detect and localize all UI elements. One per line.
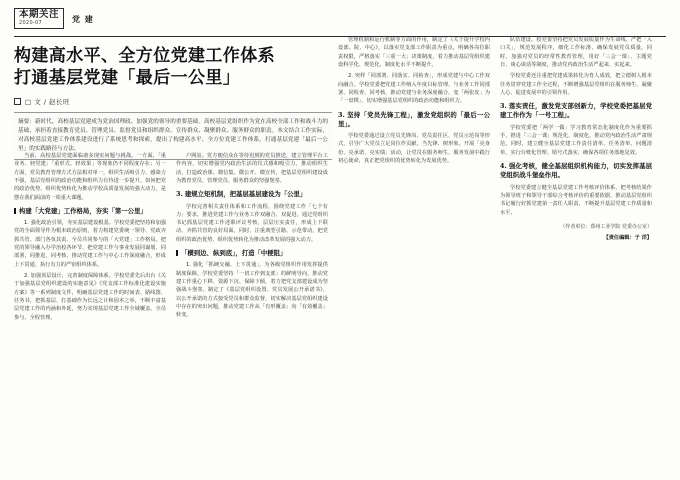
column-3	[338, 36, 490, 472]
subheading: 3. 落实责任，激发党支部创新力，学校党委把基层党建工作作为「一号工程」。	[500, 102, 652, 120]
author-affiliation: （作者单位：郑州工业学院 党委办公室）	[560, 223, 652, 230]
paragraph: 1. 强化「抓硬交融、上下贯通」，为各级党组织作用发挥提供制度保障。学校党委坚持「一切工作到支部」的鲜明导向，推动党建工作重心下移、资源下沉、保障下倾，着力把党支部建设成为坚强战斗堡垒。制定了《基层党组织设置、党员发展公开承诺书》，以公开承诺的方式接受党员和群众监督，切实解决基层党组织建设中存在的突出问题，推动党建工作从「有形覆盖」向「有效覆盖」转变。	[176, 262, 328, 319]
article-columns	[14, 36, 666, 472]
paragraph: 当前，高校基层党建面临诸多现实问题与挑战。一方面，「重业务、轻党建」「重形式、轻效果」等现象仍不同程度存在；另一方面，党员教育管理方式方法相对单一，组织生活吸引力、感染力不强，基层党组织的政治功能和组织力有待进一步提升。如何把党的政治优势、组织优势转化为推动学校高质量发展的强大动力，是摆在我们面前的一项重大课题。	[14, 153, 166, 201]
paragraph: 户网站。党方便信众在等待迟到的党员推送，建立管理平台工作内容，切实增强党内政治生活的仪式感和吸引力，推动组织生活、打造政治课、微信集、微公开、微宣传，把基层党组织建设成为教育党员、管理党员、服务群众的坚强堡垒。	[176, 153, 328, 184]
masthead-logo	[14, 8, 64, 29]
column-2-headline-spacer	[176, 36, 328, 152]
column-4	[500, 36, 652, 472]
column-2	[176, 36, 328, 472]
headline-line-2: 打通基层党建「最后一公里」	[14, 68, 241, 89]
headline-line-1: 构建高水平、全方位党建工作体系	[14, 46, 275, 66]
paragraph: 学校党委建立健全基层党建工作考核评价体系，把考核结果作为领导班子和领导干部综合考核评价的重要依据，推动基层党组织书记履行好抓党建第一责任人职责，不断提升基层党建工作质量和水平。	[500, 184, 652, 216]
paragraph: 学校党委通过设立党员先锋岗、党员责任区、党员示范岗等形式，引导广大党员立足岗位作贡献、当先锋、树形象。开展「亮身份、亮承诺、亮实绩」活动，让党员在服务师生、服务发展中践行初心使命，真正把党组织的优势转化为发展优势。	[338, 133, 490, 164]
publication-name: 本期关注	[19, 9, 60, 20]
paragraph: 1. 强化政治引领，夯实基层建设根基。学校党委把坚持和加强党的全面领导作为根本政治原则，着力构建党委统一领导、党政齐抓共管、部门各负其责、全员共同参与的「大党建」工作格局。把党的领导融入办学治校各环节，把党建工作与事业发展同谋划、同部署、同推进、同考核，推动党建工作与中心工作深度融合，形成上下贯通、执行有力的严密组织体系。	[14, 220, 166, 268]
subheading: 3. 建规立矩机制，把基层基层建设为「公里」	[176, 190, 307, 199]
abstract: 摘要：新时代，高校基层党建成为党治国理政、加强党的领导的重要基础。高校基层党组织作为党在高校全部工作和战斗力的基础，承担着直接教育党员、管理党员、监督党员和组织群众、宣传群众、凝聚群众、服务群众的职责。本文结合工作实际，对高校基层党建工作体系建设进行了系统思考和探索，提出了构建高水平、全方位党建工作体系，打通基层党建「最后一公里」的实践路径与方法。	[14, 112, 332, 160]
column-1	[14, 36, 166, 472]
subheading: 3. 坚持「党员先锋工程」，激发党组织的「最后一公里」。	[338, 110, 490, 128]
paragraph: 2. 加强顶层设计，完善制度保障体系。学校党委先后出台《关于加强基层党组织建设的实施意见》《党支部工作标准化建设实施方案》等一系列制度文件，明确基层党建工作的时间表、路线图、任务书，把抓基层、打基础作为长远之计和固本之举，不断丰富基层党建工作的内涵和外延，努力实现基层党建工作全域覆盖、全员参与、全程管理。	[14, 273, 166, 321]
issue-number: 2020-07	[19, 19, 42, 26]
paragraph: 队伍建设。校党委坚持把党员发展质量作为生命线，严把「入口关」，规范发展程序，细化工作标准，确保发展党员质量。同时，加强对党员的经常性教育管理，用好「三会一课」、主题党日、谈心谈话等制度，推动党内政治生活严起来、实起来。	[500, 37, 652, 68]
responsible-editor: 【责任编辑：于 洋】	[603, 234, 652, 241]
paragraph: 管理机制和运行机制等方面的作用，制定了《关于提升学校内设部、院、中心》，以落实党支部工作职责为重点，明确各岗位职责权限，严格落实「三重一大」决策制度，着力推动基层党组织建设科学化、规范化、制度化水平不断提升。	[338, 37, 490, 68]
subheading: 4. 强化考核，健全基层组织机构能力，切实发挥基层党组织战斗堡垒作用。	[500, 162, 652, 180]
masthead	[14, 8, 666, 37]
paragraph: 学校党委还注重把党建成果转化为育人成效，把立德树人根本任务贯穿党建工作全过程，不断增强基层党组织在服务师生、凝聚人心、促进发展中的引领作用。	[500, 73, 652, 96]
section-label: 党 建	[72, 14, 94, 24]
paragraph: 学校党委把「两学一做」学习教育常态化制度化作为重要抓手，推进「三会一课」规范化、制度化，推动党内政治生活严肃规范。同时，建立健全基层党建工作责任清单、任务清单、问题清单，实行台账化管理、销号式落实，确保各项任务落地见效。	[500, 124, 652, 156]
subheading: 「横到边、纵到底」，打造「中梗阻」	[176, 249, 328, 258]
byline-text: □ 文 / 赵长旺	[25, 97, 71, 106]
paragraph: 学校完善相关责任体系和工作流程，围绕党建工作「七个有力」要求，推进党建工作与业务工作双融合、双促进。通过党组织书记抓基层党建工作述职评议考核，层层压实责任，形成上下联动、齐抓共管的良好局面。同时，注重典型引路、示范带动，把党组织的政治优势、组织优势转化为推动改革发展的强大动力。	[176, 203, 328, 243]
paragraph: 2. 突样「同部署、同落实、同检查」，形成党建与中心工作双向融合。学校党委把党建工作纳入年度目标管理，与业务工作同部署、同检查、同考核，推动党建与业务深度融合，变「两张皮」为「一盘棋」，切实增强基层党组织的政治功能和组织力。	[338, 73, 490, 105]
subheading: 构建「大党建」工作格局，夯实「第一公里」	[14, 207, 166, 216]
column-1-headline-spacer	[14, 36, 166, 152]
